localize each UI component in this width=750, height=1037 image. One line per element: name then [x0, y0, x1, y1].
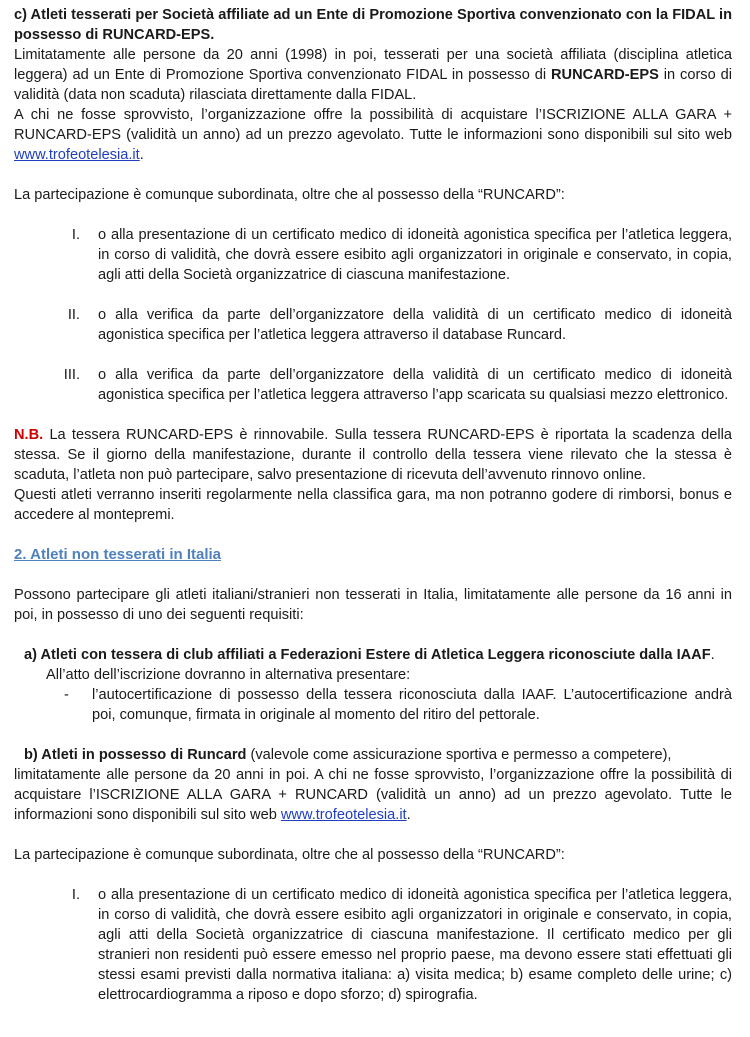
list-item: III. o alla verifica da parte dell’organizzatore della validità di un certificato medico di idoneità agonistica specifica per l’atletica leggera attraverso l’app scaricata su qualsiasi mezzo elettronico.: [63, 367, 732, 403]
list-item: - l’autocertificazione di possesso della tessera riconosciuta dalla IAAF. L’autocertificazione andrà poi, comunque, firmata in originale al momento del ritiro del pettorale.: [64, 687, 732, 723]
subsection-a-title: a) Atleti con tessera di club affiliati a Federazioni Estere di Atletica Leggera riconosciute dalla IAAF.: [24, 647, 715, 663]
list-item: I. o alla presentazione di un certificato medico di idoneità agonistica specifica per l’atletica leggera, in corso di validità, che dovrà essere esibito agli organizzatori in originale e conservato, in copia, agli atti della Società organizzatrice di ciascuna manifestazione. Il certificato medico per gli stranieri non residenti può essere emesso nel proprio paese, ma devono essere stati effettuati gli stessi esami previsti dalla normativa italiana: a) visita medica; b) esame completo delle urine; c) elettrocardiogramma a riposo e dopo sforzo; d) spirografia.: [71, 887, 732, 1003]
list-item: II. o alla verifica da parte dell’organizzatore della validità di un certificato medico di idoneità agonistica specifica per l’atletica leggera attraverso il database Runcard.: [67, 307, 732, 343]
website-link[interactable]: www.trofeotelesia.it: [280, 807, 407, 823]
list-item: I. o alla presentazione di un certificato medico di idoneità agonistica specifica per l’atletica leggera, in corso di validità, che dovrà essere esibito agli organizzatori in originale e conservato, in copia, agli atti della Società organizzatrice di ciascuna manifestazione.: [71, 227, 732, 283]
subsection-b-title: b) Atleti in possesso di Runcard (valevole come assicurazione sportiva e permesso a competere),: [24, 747, 672, 763]
nb-note: N.B. La tessera RUNCARD-EPS è rinnovabile. Sulla tessera RUNCARD-EPS è riportata la scadenza della stessa. Se il giorno della manifestazione, durante il controllo della tessera viene rilevato che la stessa è scaduta, l’atleta non può partecipare, salvo presentazione di ricevuta dell’avvenuto rinnovo online.: [14, 427, 732, 483]
subsection-a-body: All’atto dell’iscrizione dovranno in alternativa presentare:: [46, 667, 411, 683]
section-2-intro: Possono partecipare gli atleti italiani/stranieri non tesserati in Italia, limitatamente alle persone da 16 anni in poi, in possesso di uno dei seguenti requisiti:: [14, 587, 732, 623]
subsection-a: [14, 645, 732, 685]
document-page: [14, 5, 732, 1005]
nb-note-2: Questi atleti verranno inseriti regolarmente nella classifica gara, ma non potranno godere di rimborsi, bonus e accedere al montepremi.: [14, 487, 732, 523]
section-c-intro: La partecipazione è comunque subordinata, oltre che al possesso della “RUNCARD”:: [14, 187, 565, 203]
section-c-paragraph-1: Limitatamente alle persone da 20 anni (1998) in poi, tesserati per una società affiliata (disciplina atletica leggera) ad un Ente di Promozione Sportiva convenzionato FIDAL in possesso di RUNCARD-EPS in corso di validità (data non scaduta) rilasciata direttamente dalla FIDAL.: [14, 47, 732, 103]
subsection-b-body: limitatamente alle persone da 20 anni in poi. A chi ne fosse sprovvisto, l’organizzazione offre la possibilità di acquistare l’ISCRIZIONE ALLA GARA + RUNCARD (validità un anno) ad un prezzo agevolato. Tutte le informazioni sono disponibili sul sito web www.trofeotelesia.it.: [14, 767, 732, 823]
section-c-title: c) Atleti tesserati per Società affiliate ad un Ente di Promozione Sportiva convenzionato con la FIDAL in possesso di RUNCARD-EPS.: [14, 7, 732, 43]
section-2-heading: 2. Atleti non tesserati in Italia: [14, 546, 221, 563]
section-2-intro-2: La partecipazione è comunque subordinata, oltre che al possesso della “RUNCARD”:: [14, 847, 565, 863]
website-link[interactable]: www.trofeotelesia.it: [14, 147, 140, 163]
section-c-paragraph-2: A chi ne fosse sprovvisto, l’organizzazione offre la possibilità di acquistare l’ISCRIZIONE ALLA GARA + RUNCARD-EPS (validità un anno) ad un prezzo agevolato. Tutte le informazioni sono disponibili sul sito web www.trofeotelesia.it.: [14, 107, 732, 163]
